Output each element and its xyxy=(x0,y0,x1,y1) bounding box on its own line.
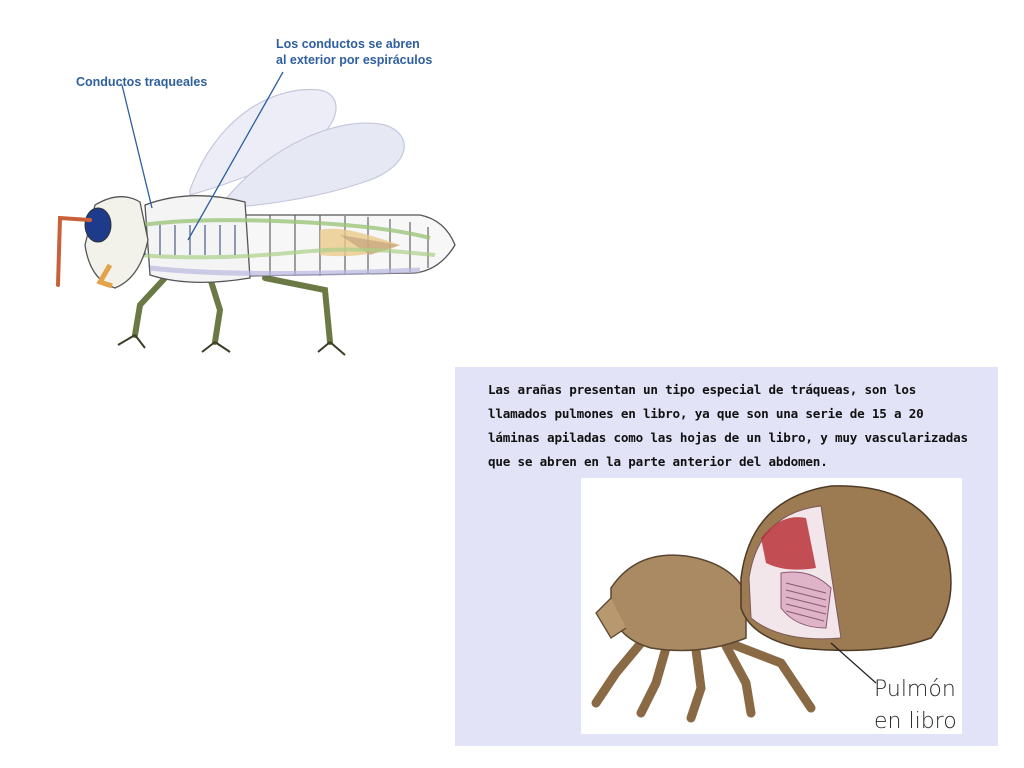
description-line-4: que se abren en la parte anterior del abdomen. xyxy=(488,454,828,469)
label-tracheal-ducts: Conductos traqueales xyxy=(76,75,208,89)
insect-tracheal-diagram xyxy=(40,30,470,370)
label-spiracles-line-1: Los conductos se abren xyxy=(276,37,420,51)
compound-eye xyxy=(85,208,111,242)
description-line-2: llamados pulmones en libro, ya que son una serie de 15 a 20 xyxy=(488,406,924,421)
book-lung-description xyxy=(488,378,988,474)
book-lung-label xyxy=(874,674,957,734)
label-spiracles-line-2: al exterior por espiráculos xyxy=(276,53,433,67)
book-lung-label-line-1: Pulmón xyxy=(874,677,956,702)
leader-line-tracheal xyxy=(122,85,152,208)
label-spiracles xyxy=(276,36,432,68)
cephalothorax xyxy=(611,555,746,650)
book-lung-label-line-2: en libro xyxy=(874,709,957,734)
insect-legs xyxy=(135,278,330,342)
spider-info-panel xyxy=(455,367,998,746)
leg-tips xyxy=(118,335,345,355)
spider-anatomy-figure xyxy=(581,478,962,734)
description-line-1: Las arañas presentan un tipo especial de tráqueas, son los xyxy=(488,382,917,397)
description-line-3: láminas apiladas como las hojas de un libro, y muy vascularizadas xyxy=(488,430,968,445)
